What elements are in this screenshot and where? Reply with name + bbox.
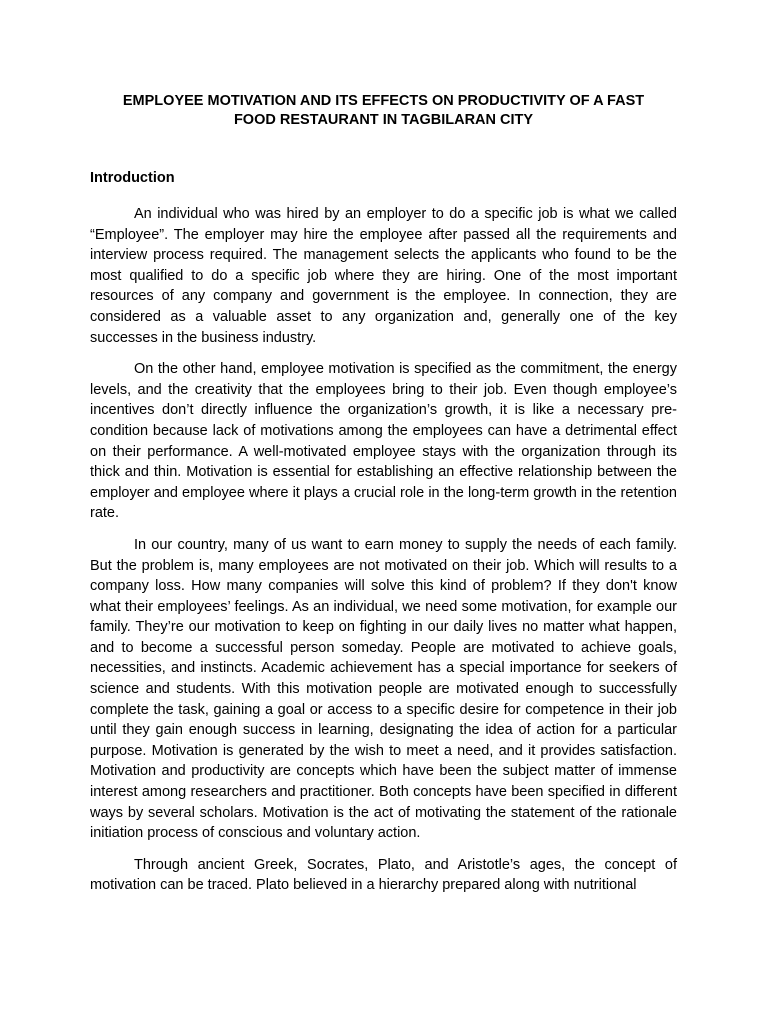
section-heading-introduction: Introduction xyxy=(90,170,175,186)
body-paragraph-1: An individual who was hired by an employer to do a specific job is what we called “Employee”. The employer may hire the employee after passed all the requirements and interview process required. The management selects the applicants who found to be the most qualified to do a specific job where they are hiring. One of the most important resources of any company and government is the employee. In connection, they are considered as a valuable asset to any organization and, generally one of the key successes in the business industry. xyxy=(90,206,677,346)
document-page xyxy=(90,92,677,907)
body-paragraph-3: In our country, many of us want to earn money to supply the needs of each family. But the problem is, many employees are not motivated on their job. Which will results to a company loss. How many companies will solve this kind of problem? If they don't know what their employees’ feelings. As an individual, we need some motivation, for example our family. They’re our motivation to keep on fighting in our daily lives no matter what happen, and to become a successful person someday. People are motivated to achieve goals, necessities, and instincts. Academic achievement has a special importance for seekers of science and students. With this motivation people are motivated enough to successfully complete the task, gaining a goal or access to a specific desire for competence in their job until they gain enough success in learning, designating the idea of action for a particular purpose. Motivation is generated by the wish to meet a need, and it provides satisfaction. Motivation and productivity are concepts which have been the subject matter of immense interest among researchers and practitioner. Both concepts have been specified in different ways by several scholars. Motivation is the act of motivating the statement of the rationale initiation process of conscious and voluntary action. xyxy=(90,536,677,842)
body-paragraph-2: On the other hand, employee motivation is specified as the commitment, the energy levels, and the creativity that the employees bring to their job. Even though employee’s incentives don’t directly influence the organization’s growth, it is like a necessary pre-condition because lack of motivations among the employees can have a detrimental effect on their performance. A well-motivated employee stays with the organization through its thick and thin. Motivation is essential for establishing an effective relationship between the employer and employee where it plays a crucial role in the long-term growth in the retention rate. xyxy=(90,361,677,522)
document-title xyxy=(90,92,677,130)
document-title-line-1: EMPLOYEE MOTIVATION AND ITS EFFECTS ON PRODUCTIVITY OF A FAST xyxy=(122,93,645,109)
body-paragraph-4: Through ancient Greek, Socrates, Plato, and Aristotle’s ages, the concept of motivation can be traced. Plato believed in a hierarchy prepared along with nutritional xyxy=(90,856,677,894)
document-title-line-2: FOOD RESTAURANT IN TAGBILARAN CITY xyxy=(233,112,534,128)
